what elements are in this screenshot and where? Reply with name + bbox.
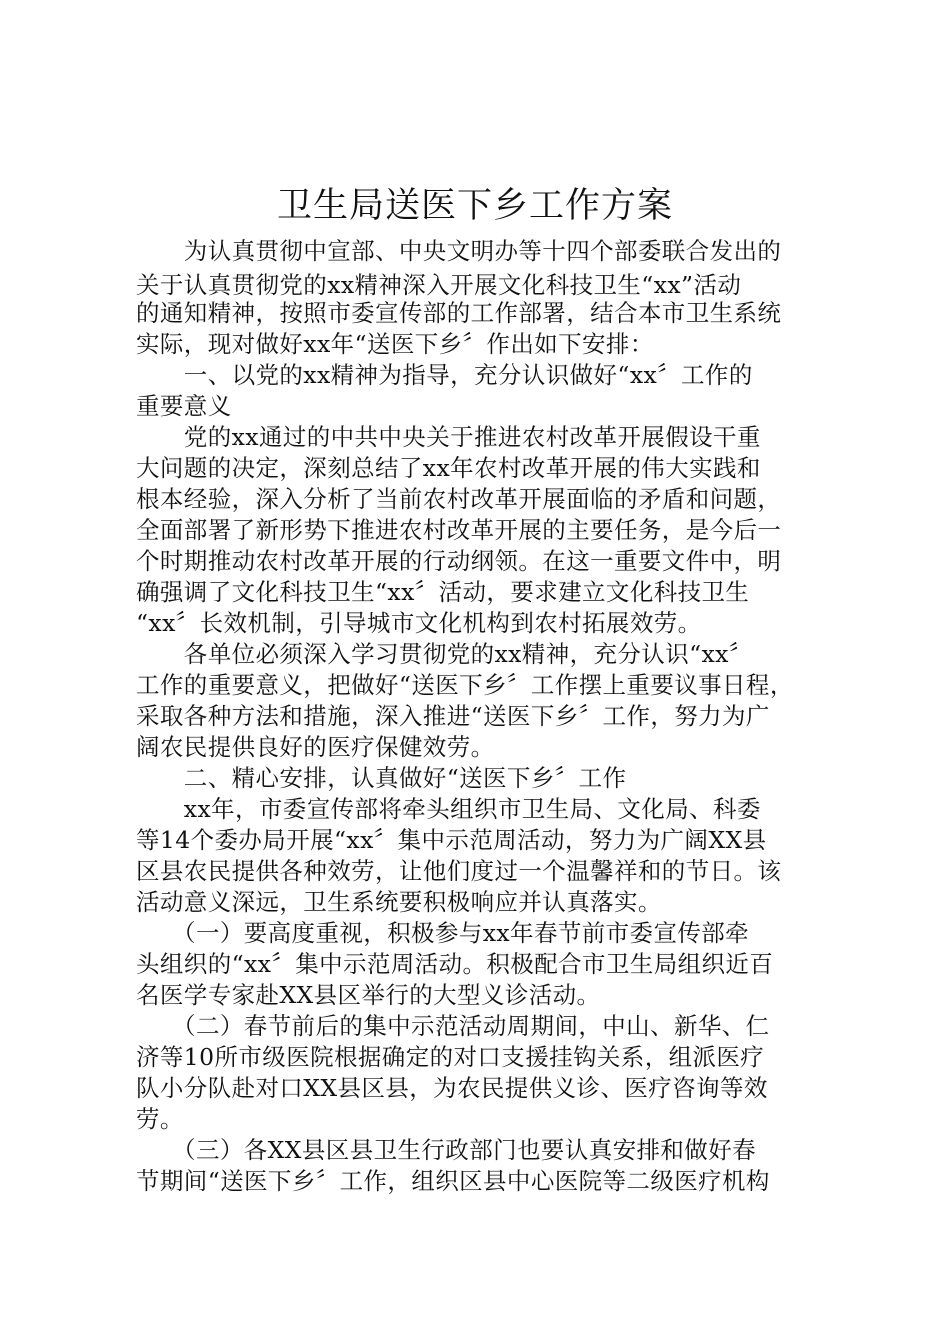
body-line-8: 大问题的决定，深刻总结了xx年农村改革开展的伟大实践和 bbox=[136, 454, 761, 482]
body-line-24: 头组织的“xx〞集中示范周活动。积极配合市卫生局组织近百 bbox=[136, 950, 774, 978]
body-line-12: 确强调了文化科技卫生“xx〞活动，要求建立文化科技卫生 bbox=[136, 578, 750, 606]
body-line-19: xx年，市委宣传部将牵头组织市卫生局、文化局、科委 bbox=[136, 795, 761, 823]
body-line-20: 等14个委办局开展“xx〞集中示范周活动，努力为广阔XX县 bbox=[136, 826, 767, 854]
body-line-28: 队小分队赴对口XX县区县，为农民提供义诊、医疗咨询等效 bbox=[136, 1074, 768, 1102]
body-line-27: 济等10所市级医院根据确定的对口支援挂钩关系，组派医疗 bbox=[136, 1043, 765, 1071]
body-line-10: 全面部署了新形势下推进农村改革开展的主要任务，是今后一 bbox=[136, 516, 782, 544]
body-line-9: 根本经验，深入分析了当前农村改革开展面临的矛盾和问题， bbox=[136, 485, 782, 513]
body-line-11: 个时期推动农村改革开展的行动纲领。在这一重要文件中，明 bbox=[136, 547, 782, 575]
body-line-5: 一、以党的xx精神为指导，充分认识做好“xx〞工作的 bbox=[136, 361, 753, 389]
body-line-30: （三）各XX县区县卫生行政部门也要认真安排和做好春 bbox=[136, 1136, 757, 1164]
body-line-23: （一）要高度重视，积极参与xx年春节前市委宣传部牵 bbox=[136, 919, 750, 947]
body-line-17: 阔农民提供良好的医疗保健效劳。 bbox=[136, 733, 495, 761]
body-line-22: 活动意义深远，卫生系统要积极响应并认真落实。 bbox=[136, 888, 662, 916]
body-line-31: 节期间“送医下乡〞工作，组织区县中心医院等二级医疗机构 bbox=[136, 1167, 770, 1195]
body-line-29: 劳。 bbox=[136, 1105, 184, 1133]
body-line-6: 重要意义 bbox=[136, 392, 232, 420]
document-title: 卫生局送医下乡工作方案 bbox=[276, 186, 673, 226]
body-line-2: 关于认真贯彻党的xx精神深入开展文化科技卫生“xx”活动 bbox=[136, 271, 742, 299]
body-line-21: 区县农民提供各种效劳，让他们度过一个温馨祥和的节日。该 bbox=[136, 857, 782, 885]
body-line-26: （二）春节前后的集中示范活动周期间，中山、新华、仁 bbox=[136, 1012, 770, 1040]
body-line-1: 为认真贯彻中宣部、中央文明办等十四个部委联合发出的 bbox=[136, 237, 782, 265]
body-line-18: 二、精心安排，认真做好“送医下乡〞工作 bbox=[136, 764, 627, 792]
body-line-7: 党的xx通过的中共中央关于推进农村改革开展假设干重 bbox=[136, 423, 761, 451]
body-line-15: 工作的重要意义，把做好“送医下乡〞工作摆上重要议事日程， bbox=[136, 671, 794, 699]
body-line-4: 实际，现对做好xx年“送医下乡〞作出如下安排： bbox=[136, 330, 654, 358]
body-line-14: 各单位必须深入学习贯彻党的xx精神，充分认识“xx〞 bbox=[136, 640, 753, 668]
body-line-16: 采取各种方法和措施，深入推进“送医下乡〞工作，努力为广 bbox=[136, 702, 770, 730]
body-line-3: 的通知精神，按照市委宣传部的工作部署，结合本市卫生系统 bbox=[136, 299, 782, 327]
body-line-13: “xx〞长效机制，引导城市文化机构到农村拓展效劳。 bbox=[136, 609, 702, 637]
body-line-25: 名医学专家赴XX县区举行的大型义诊活动。 bbox=[136, 981, 601, 1009]
